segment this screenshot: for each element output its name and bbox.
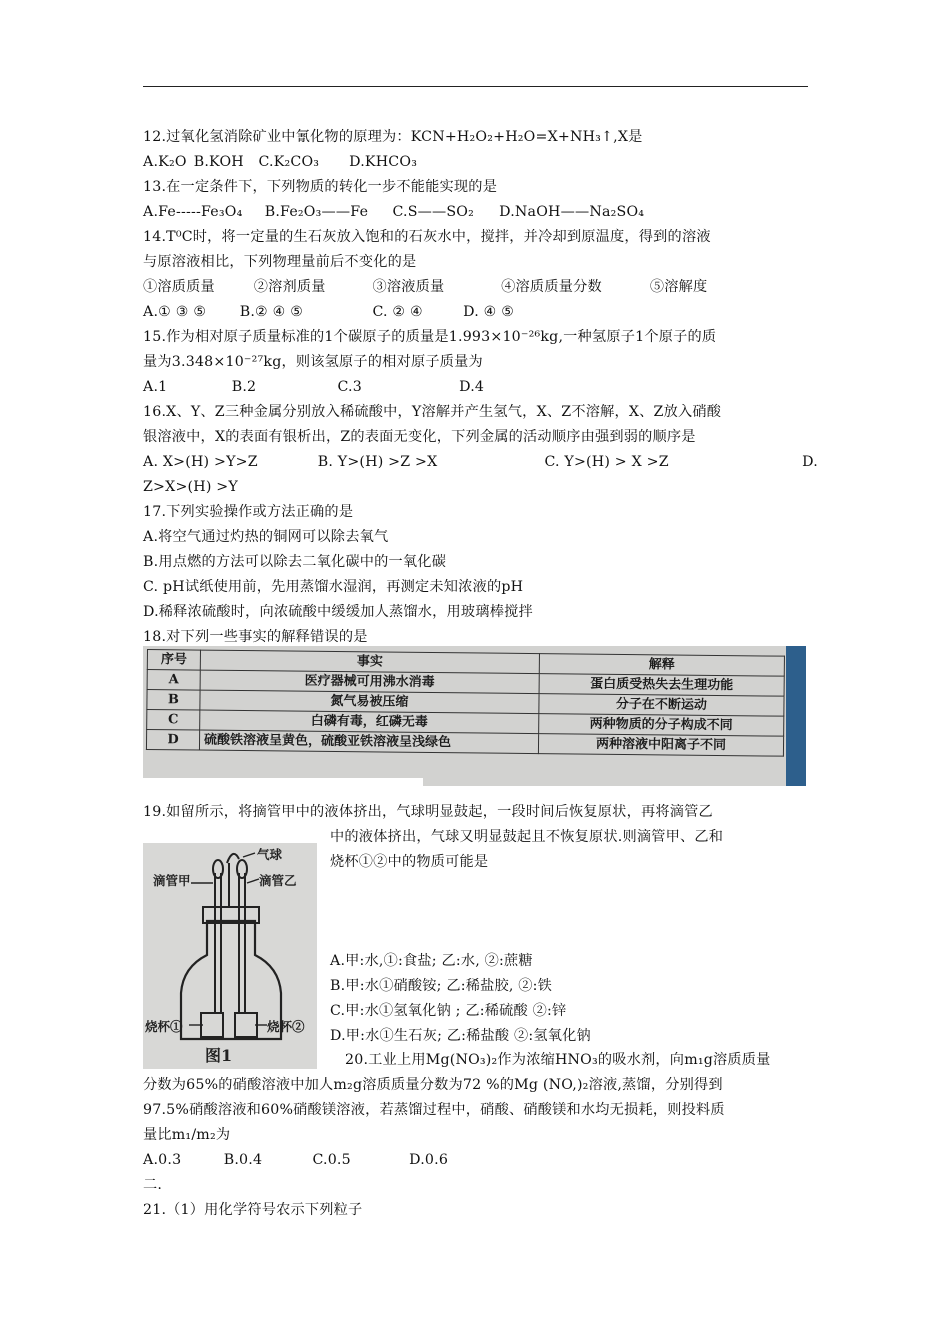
q18-table-photo	[143, 646, 806, 786]
q13-option-a: A.Fe-----Fe₃O₄	[143, 204, 243, 220]
q12-options	[143, 152, 417, 172]
q16-option-d: D.	[802, 454, 818, 470]
q15-option-c: C.3	[337, 379, 362, 395]
q18-table	[146, 649, 785, 757]
q20-line1: 20.工业上用Mg(NO₃)₂作为浓缩HNO₃的吸水剂，向m₁g溶质质量	[345, 1052, 771, 1068]
q19-option-c: C.甲:水①氢氧化钠 ; 乙:稀硫酸 ②:锌	[330, 1003, 567, 1019]
q19-option-b: B.甲:水①硝酸铵; 乙:稀盐胶, ②:铁	[330, 978, 553, 994]
q14-option-b: B.② ④ ⑤	[239, 304, 304, 320]
q14-item-1: ①溶质质量	[143, 279, 215, 295]
table-cell: 两种物质的分子构成不同	[539, 714, 784, 737]
q14-item-5: ⑤溶解度	[649, 279, 708, 295]
q20-line2: 分数为65%的硝酸溶液中加人m₂g溶质质量分数为72 %的Mg (NO,)₂溶液,蒸馏，分别得到	[143, 1077, 723, 1093]
q16-option-b: B. Y>(H) >Z >X	[317, 454, 438, 470]
q20-line4: 量比m₁/m₂为	[143, 1127, 231, 1143]
label-beaker-2: 烧杯②	[267, 1019, 305, 1034]
q20-line3: 97.5%硝酸溶液和60%硝酸镁溶液，若蒸馏过程中，硝酸、硝酸镁和水均无损耗，则投料质	[143, 1102, 725, 1118]
q12-option-a: A.K₂O	[143, 154, 187, 170]
q19-stem-line1: 19.如留所示，将摘管甲中的液体挤出，气球明显鼓起，一段时间后恢复原状，再将滴管乙	[143, 804, 713, 820]
label-balloon: 气球	[257, 847, 283, 862]
q15-stem-line2: 量为3.348×10⁻²⁷kg，则该氢原子的相对原子质量为	[143, 354, 483, 370]
table-cell: B	[147, 690, 200, 711]
header-rule	[143, 86, 808, 87]
q19-option-a: A.甲:水,①:食盐; 乙:水, ②:蔗糖	[330, 953, 533, 969]
q19-stem-line2: 中的液体挤出，气球又明显鼓起且不恢复原状.则滴管甲、乙和	[330, 829, 724, 845]
q16-stem-line2: 银溶液中，X的表面有银析出，Z的表面无变化，下列金属的活动顺序由强到弱的顺序是	[143, 429, 696, 445]
table-cell: D	[146, 730, 199, 751]
q20-option-a: A.0.3	[143, 1152, 182, 1168]
q17-option-a: A.将空气通过灼热的铜网可以除去氧气	[143, 529, 389, 545]
q20-option-c: C.0.5	[312, 1152, 351, 1168]
q18-stem: 18.对下列一些事实的解释错误的是	[143, 629, 368, 645]
q15-option-d: D.4	[459, 379, 485, 395]
table-cell: A	[147, 670, 200, 691]
q17-stem: 17.下列实验操作或方法正确的是	[143, 504, 354, 520]
q13-option-d: D.NaOH——Na₂SO₄	[499, 204, 645, 220]
q21-stem: 21.（1）用化学符号农示下列粒子	[143, 1202, 363, 1218]
q16-stem-line1: 16.X、Y、Z三种金属分别放入稀硫酸中，Y溶解并产生氢气，X、Z不溶解，X、Z放入硝酸	[143, 404, 722, 420]
q13-stem: 13.在一定条件下，下列物质的转化一步不能能实现的是	[143, 179, 498, 195]
q15-option-a: A.1	[143, 379, 168, 395]
q14-stem-line2: 与原溶液相比，下列物理量前后不变化的是	[143, 254, 417, 270]
q20-options	[143, 1150, 448, 1170]
section-2-heading: 二.	[143, 1177, 163, 1193]
q20-option-d: D.0.6	[409, 1152, 449, 1168]
q19-stem-line3: 烧杯①②中的物质可能是	[330, 854, 489, 870]
table-cell: 分子在不断运动	[539, 694, 784, 717]
table-header-cell: 序号	[147, 650, 200, 671]
q17-option-d: D.稀释浓硫酸时，向浓硫酸中缓缓加人蒸馏水，用玻璃棒搅拌	[143, 604, 533, 620]
q14-options	[143, 302, 514, 322]
q14-item-3: ③溶液质量	[372, 279, 445, 295]
q14-option-c: C. ② ④	[372, 304, 423, 320]
q16-option-a: A. X>(H) >Y>Z	[143, 454, 258, 470]
q14-item-2: ②溶剂质量	[253, 279, 326, 295]
q16-option-c: C. Y>(H) > X >Z	[544, 454, 669, 470]
q12-option-b: B.KOH	[193, 154, 244, 170]
table-cell: 白磷有毒，红磷无毒	[200, 710, 539, 734]
table-cell: 硫酸铁溶液呈黄色，硫酸亚铁溶液呈浅绿色	[199, 730, 538, 754]
q17-option-b: B.用点燃的方法可以除去二氧化碳中的一氧化碳	[143, 554, 447, 570]
q12-option-d: D.KHCO₃	[349, 154, 418, 170]
q13-option-b: B.Fe₂O₃——Fe	[264, 204, 369, 220]
q14-stem-line1: 14.T⁰C时，将一定量的生石灰放入饱和的石灰水中，搅拌，并冷却到原温度，得到的溶液	[143, 229, 711, 245]
q13-options	[143, 202, 644, 222]
figure-caption: 图1	[205, 1046, 233, 1065]
q15-option-b: B.2	[231, 379, 257, 395]
table-header-cell: 事实	[200, 650, 539, 674]
q20-option-b: B.0.4	[223, 1152, 263, 1168]
q14-items	[143, 277, 707, 297]
q15-stem-line1: 15.作为相对原子质量标准的1个碳原子的质量是1.993×10⁻²⁶kg,一种氢原子1个原子的质	[143, 329, 717, 345]
q12-stem: 12.过氧化氢消除矿业中氰化物的原理为：KCN+H₂O₂+H₂O=X+NH₃↑,X是	[143, 129, 643, 145]
q17-option-c: C. pH试纸使用前，先用蒸馏水湿润，再测定未知浓液的pH	[143, 579, 524, 595]
photo-bottom-strip	[143, 778, 423, 786]
label-dropper-a: 滴管甲	[153, 873, 191, 888]
table-cell: 蛋白质受热失去生理功能	[539, 674, 784, 697]
table-cell: 两种溶液中阳离子不同	[538, 734, 783, 757]
q12-option-c: C.K₂CO₃	[258, 154, 320, 170]
q16-option-d-text: Z>X>(H) >Y	[143, 479, 238, 495]
photo-edge	[786, 646, 806, 786]
table-header-cell: 解释	[539, 654, 784, 677]
label-dropper-b: 滴管乙	[259, 873, 297, 888]
table-cell: 氮气易被压缩	[200, 690, 539, 714]
q14-option-a: A.① ③ ⑤	[143, 304, 207, 320]
q16-options	[143, 452, 818, 472]
q15-options	[143, 377, 484, 397]
q14-option-d: D. ④ ⑤	[463, 304, 515, 320]
label-beaker-1: 烧杯①	[145, 1019, 183, 1034]
q14-item-4: ④溶质质量分数	[501, 279, 602, 295]
q19-option-d: D.甲:水①生石灰; 乙:稀盐酸 ②:氢氧化钠	[330, 1028, 591, 1044]
q13-option-c: C.S——SO₂	[392, 204, 475, 220]
q19-figure	[143, 843, 317, 1069]
table-cell: 医疗器械可用沸水消毒	[200, 670, 539, 694]
table-cell: C	[147, 710, 200, 731]
